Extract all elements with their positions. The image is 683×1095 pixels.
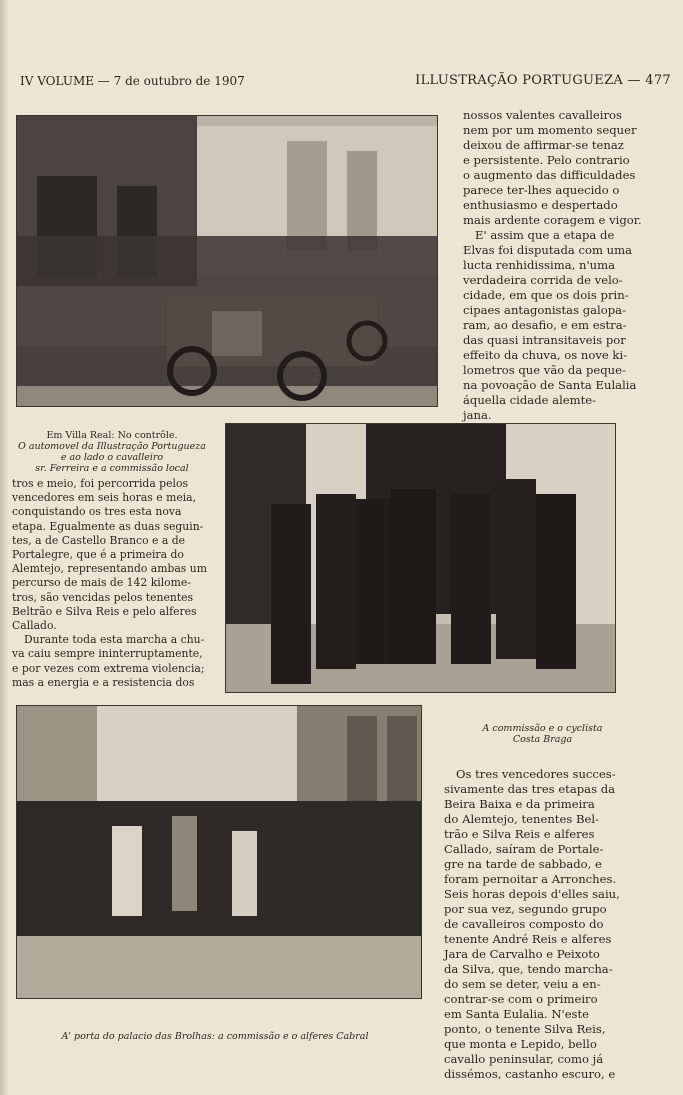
- text-line: trão e Silva Reis e alferes: [444, 827, 595, 841]
- text-line: Beira Baixa e da primeira: [444, 797, 595, 811]
- text-line: tes, a de Castello Branco e a de: [12, 533, 185, 547]
- text-line: áquella cidade alemte-: [463, 393, 597, 407]
- text-column-right-top: [463, 108, 663, 423]
- text-line: verdadeira corrida de velo-: [463, 273, 623, 287]
- caption-line: O automovel da Illustração Portugueza: [18, 441, 206, 452]
- text-line: effeito da chuva, os nove ki-: [463, 348, 628, 362]
- photo-palacio-brolhas: [16, 705, 422, 999]
- caption-photo-villa-real: [12, 430, 212, 474]
- caption-line: sr. Ferreira e a commissão local: [35, 463, 189, 474]
- text-line: de cavalleiros composto do: [444, 917, 604, 931]
- text-line: contrar-se com o primeiro: [444, 992, 598, 1006]
- caption-line: e ao lado o cavalleiro: [60, 452, 164, 463]
- page-header-volume: IV VOLUME — 7 de outubro de 1907: [20, 74, 245, 88]
- text-line: lucta renhidissima, n'uma: [463, 258, 616, 272]
- text-line: va caiu sempre ininterruptamente,: [12, 647, 203, 661]
- caption-photo-palacio-brolhas: [20, 1031, 410, 1042]
- text-line: tenente André Reis e alferes: [444, 932, 612, 946]
- text-line: e por vezes com extrema violencia;: [12, 661, 205, 675]
- caption-line: A commissão e o cyclista: [482, 723, 603, 734]
- text-line: deixou de affirmar-se tenaz: [463, 138, 624, 152]
- page-header-title: ILLUSTRAÇÃO PORTUGUEZA — 477: [415, 73, 671, 88]
- text-line: gre na tarde de sabbado, e: [444, 857, 602, 871]
- text-line: cavallo peninsular, como já: [444, 1052, 604, 1066]
- text-line: Durante toda esta marcha a chu-: [24, 633, 205, 647]
- text-line: ponto, o tenente Silva Reis,: [444, 1022, 606, 1036]
- text-line: mas a energia e a resistencia dos: [12, 675, 195, 689]
- text-line: tros e meio, foi percorrida pelos: [12, 477, 188, 490]
- text-line: o augmento das difficuldades: [463, 168, 636, 182]
- text-line: E' assim que a etapa de: [475, 228, 615, 242]
- text-line: vencedores em seis horas e meia,: [12, 491, 197, 505]
- text-line: em Santa Eulalia. N'este: [444, 1007, 590, 1021]
- text-column-right-bottom: [444, 767, 666, 1082]
- page-gutter: [0, 0, 8, 1095]
- text-line: que monta e Lepido, bello: [444, 1037, 597, 1051]
- text-line: Alemtejo, representando ambas um: [12, 562, 207, 576]
- text-line: sivamente das tres etapas da: [444, 782, 616, 796]
- text-line: jana.: [463, 408, 492, 422]
- text-column-left-middle: [12, 477, 208, 690]
- text-line: nem por um momento sequer: [463, 123, 637, 137]
- text-line: dissémos, castanho escuro, e: [444, 1067, 616, 1081]
- text-line: Callado.: [12, 619, 57, 633]
- text-line: nossos valentes cavalleiros: [463, 108, 622, 122]
- text-line: lometros que vão da peque-: [463, 363, 626, 377]
- text-line: foram pernoitar a Arronches.: [444, 872, 617, 886]
- text-line: Callado, saíram de Portale-: [444, 842, 604, 856]
- text-line: ram, ao desafio, e em estra-: [463, 318, 627, 332]
- text-line: do Alemtejo, tenentes Bel-: [444, 812, 599, 826]
- text-line: do sem se deter, veiu a en-: [444, 977, 601, 991]
- text-line: tros, são vencidas pelos tenentes: [12, 590, 194, 604]
- caption-photo-commission-cyclist: [460, 723, 625, 745]
- text-line: parece ter-lhes aquecido o: [463, 183, 620, 197]
- text-line: mais ardente coragem e vigor.: [463, 213, 642, 227]
- caption-line: Em Villa Real: No contrôle.: [46, 430, 178, 441]
- text-line: Seis horas depois d'elles saiu,: [444, 887, 620, 901]
- text-line: por sua vez, segundo grupo: [444, 902, 607, 916]
- text-line: da Silva, que, tendo marcha-: [444, 962, 613, 976]
- text-line: e persistente. Pelo contrario: [463, 153, 630, 167]
- text-line: conquistando os tres esta nova: [12, 505, 182, 519]
- text-line: percurso de mais de 142 kilome-: [12, 576, 191, 590]
- caption-line: Costa Braga: [512, 734, 573, 745]
- photo-villa-real-automobile: [16, 115, 438, 407]
- caption-line: A' porta do palacio das Brolhas: a commissão e o alferes Cabral: [61, 1031, 369, 1042]
- text-line: das quasi intransitaveis por: [463, 333, 626, 347]
- text-line: etapa. Egualmente as duas seguin-: [12, 519, 204, 533]
- text-line: na povoação de Santa Eulalia: [463, 378, 637, 392]
- text-line: Elvas foi disputada com uma: [463, 243, 633, 257]
- text-line: enthusiasmo e despertado: [463, 198, 618, 212]
- text-line: Beltrão e Silva Reis e pelo alferes: [12, 604, 197, 618]
- text-line: cidade, em que os dois prin-: [463, 288, 629, 302]
- photo-commission-cyclist: [225, 423, 616, 693]
- text-line: Jara de Carvalho e Peixoto: [444, 947, 600, 961]
- text-line: Portalegre, que é a primeira do: [12, 548, 184, 562]
- text-line: cipaes antagonistas galopa-: [463, 303, 626, 317]
- text-line: Os tres vencedores succes-: [456, 767, 616, 781]
